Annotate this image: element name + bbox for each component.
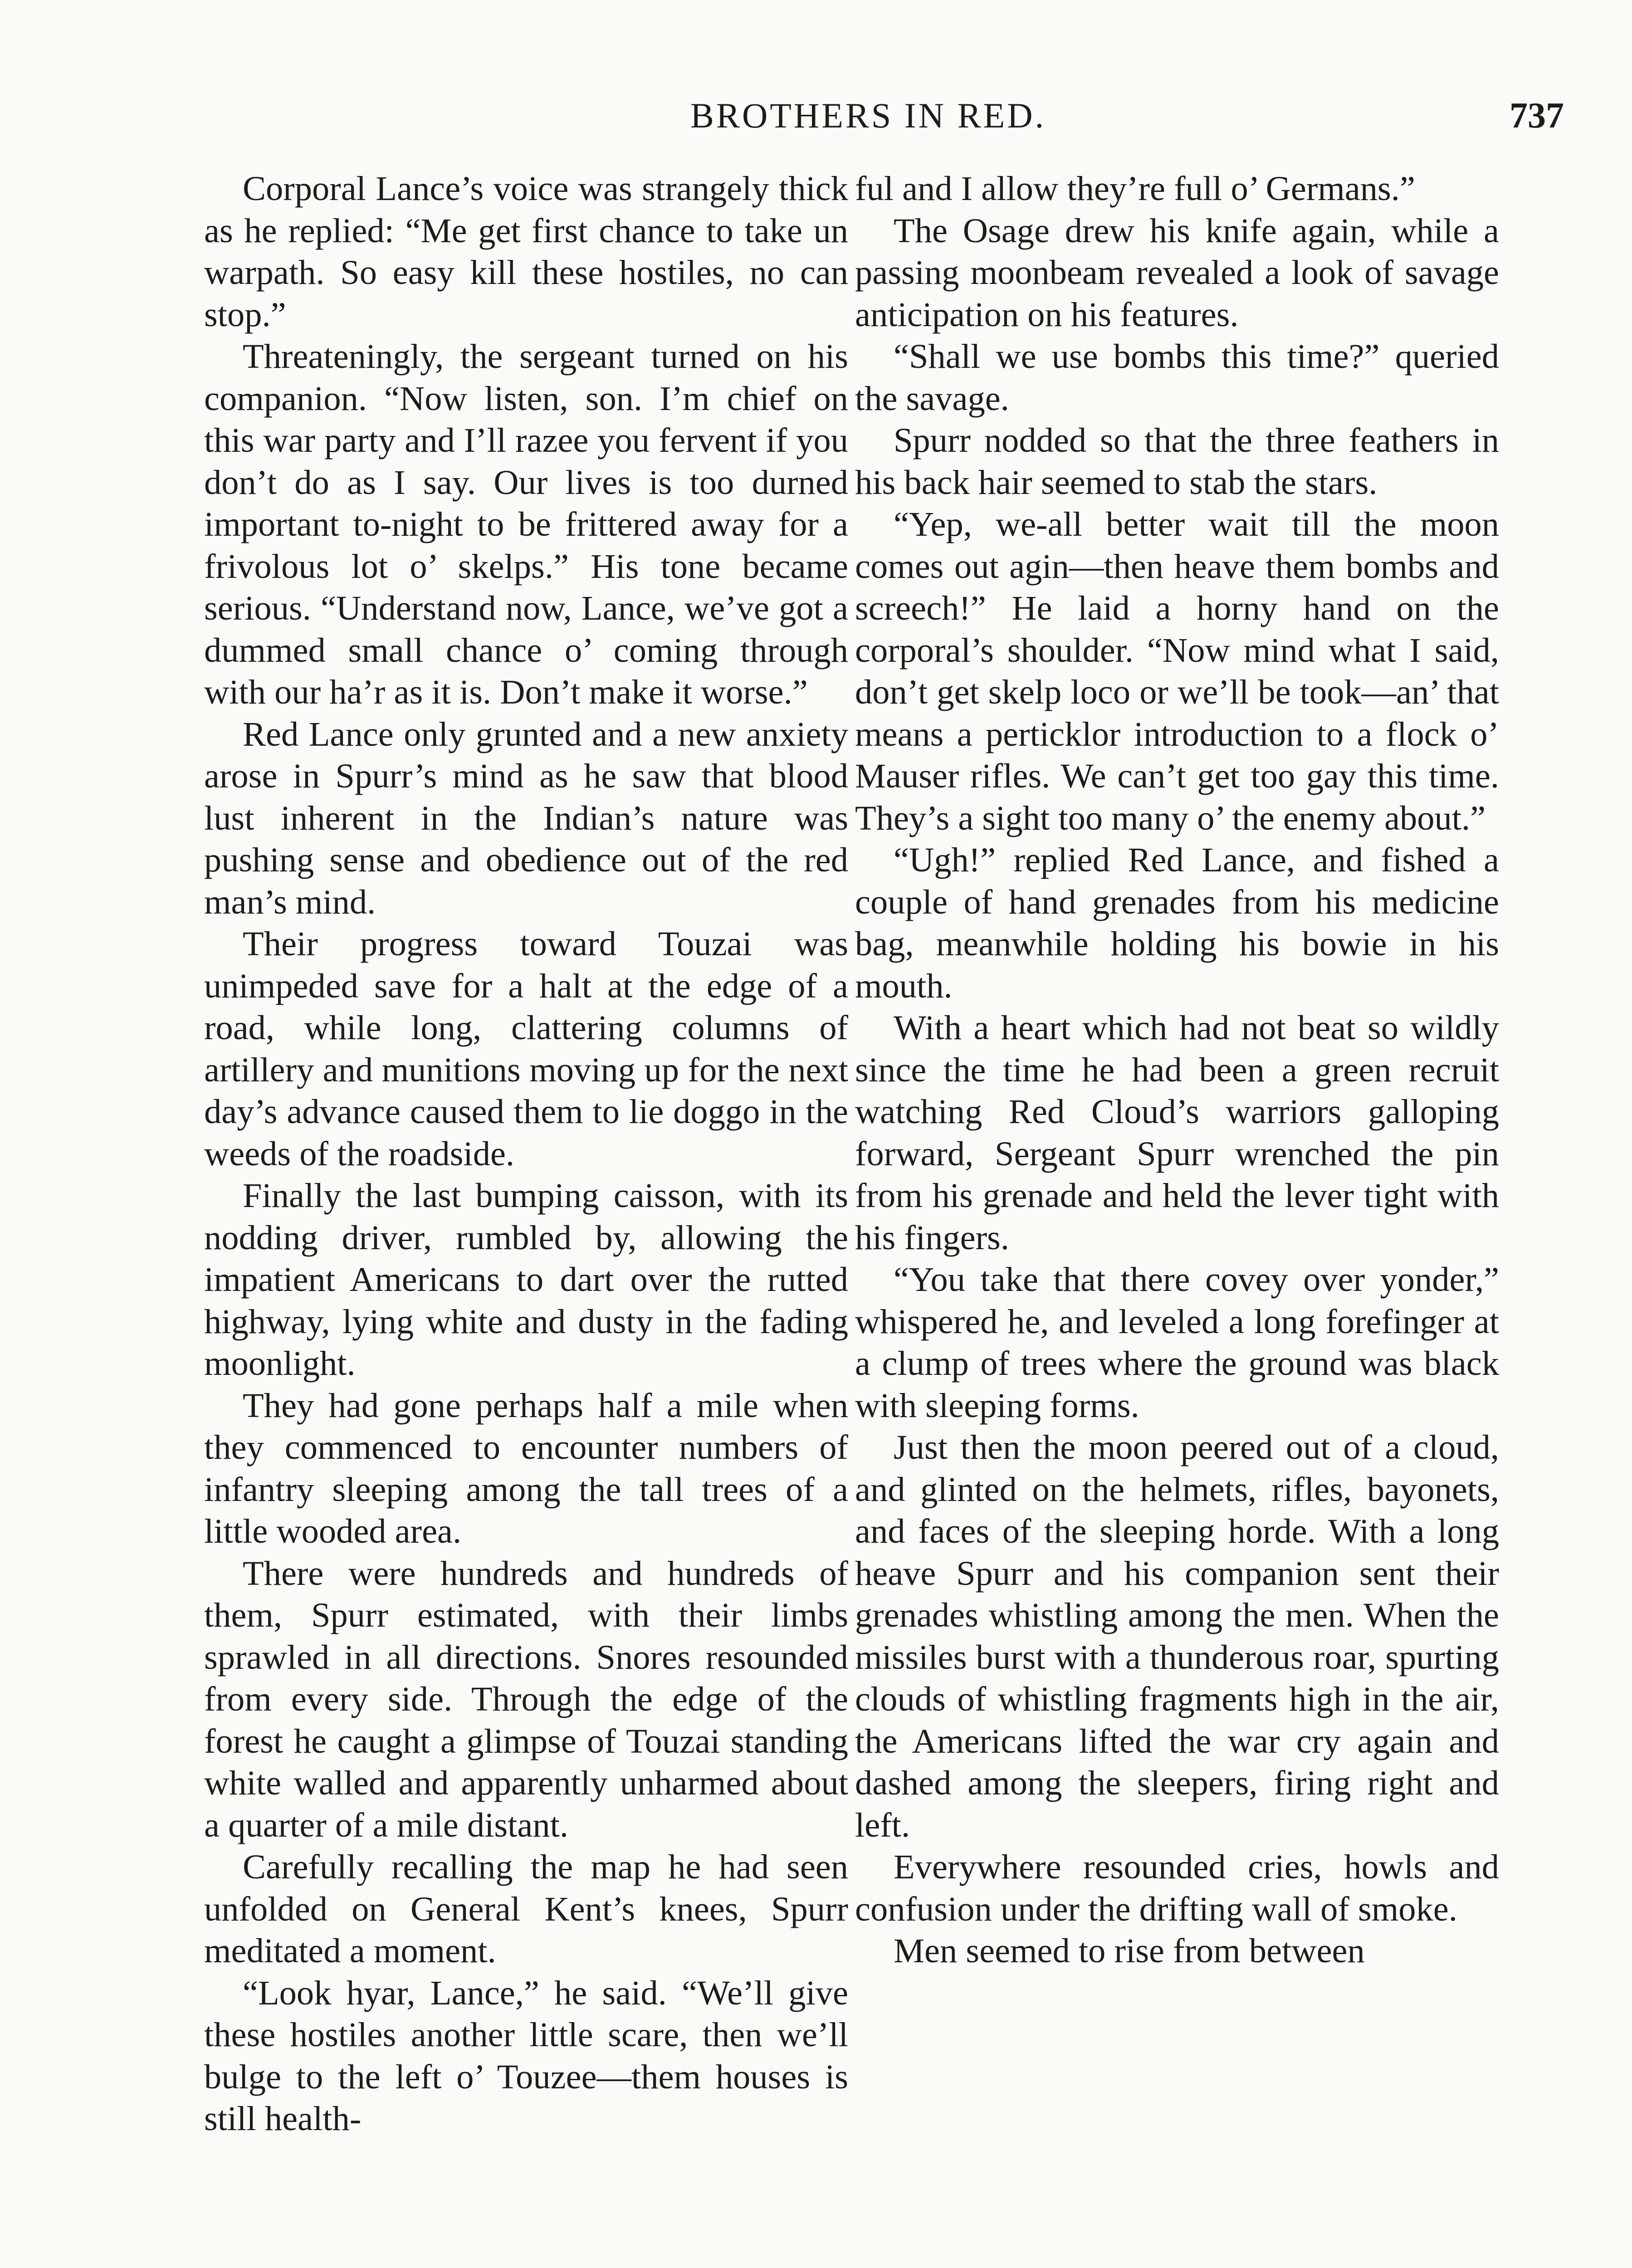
page-header — [172, 95, 1564, 145]
paragraph: Everywhere resounded cries, howls and confusion under the drifting wall of smoke. — [855, 1848, 1499, 1928]
paragraph: The Osage drew his knife again, while a passing moonbeam revealed a look of savage anticipation on his features. — [855, 211, 1499, 334]
paragraph: They had gone perhaps half a mile when they commenced to encounter numbers of infantry sleeping among the tall trees of a little wooded area. — [204, 1386, 848, 1550]
paragraph: Carefully recalling the map he had seen unfolded on General Kent’s knees, Spurr meditated a moment. — [204, 1848, 848, 1970]
left-column — [204, 168, 848, 2140]
paragraph: With a heart which had not beat so wildly since the time he had been a green recruit watching Red Cloud’s warriors galloping forward, Sergeant Spurr wrenched the pin from his grenade and held the lever tight with his fingers. — [855, 1008, 1499, 1257]
paragraph: “Ugh!” replied Red Lance, and fished a couple of hand grenades from his medicine bag, meanwhile holding his bowie in his mouth. — [855, 841, 1499, 1005]
right-column — [855, 168, 1499, 1972]
paragraph: “Shall we use bombs this time?” queried the savage. — [855, 337, 1499, 418]
paragraph: Just then the moon peered out of a cloud, and glinted on the helmets, rifles, bayonets, and faces of the sleeping horde. With a long heave Spurr and his companion sent their grenades whistling among the men. When the missiles burst with a thunderous roar, spurting clouds of whistling fragments high in the air, the Americans lifted the war cry again and dashed among the sleepers, firing right and left. — [855, 1428, 1499, 1844]
paragraph: Finally the last bumping caisson, with its nodding driver, rumbled by, allowing the impatient Americans to dart over the rutted highway, lying white and dusty in the fading moonlight. — [204, 1176, 848, 1383]
paragraph: Threateningly, the sergeant turned on his companion. “Now listen, son. I’m chief on this war party and I’ll razee you fervent if you don’t do as I say. Our lives is too durned important to-night to be frittered away for a frivolous lot o’ skelps.” His tone became serious. “Understand now, Lance, we’ve got a dummed small chance o’ coming through with our ha’r as it is. Don’t make it worse.” — [204, 337, 848, 711]
paragraph: Men seemed to rise from between — [894, 1931, 1365, 1970]
paragraph: Their progress toward Touzai was unimpeded save for a halt at the edge of a road, while long, clattering columns of artillery and munitions moving up for the next day’s advance caused them to lie doggo in the weeds of the roadside. — [204, 924, 848, 1173]
page-number: 737 — [1510, 96, 1564, 136]
paragraph: There were hundreds and hundreds of them, Spurr estimated, with their limbs sprawled in all directions. Snores resounded from every side. Through the edge of the forest he caught a glimpse of Touzai standing white walled and apparently unharmed about a quarter of a mile distant. — [204, 1554, 848, 1844]
paragraph: Spurr nodded so that the three feathers in his back hair seemed to stab the stars. — [855, 421, 1499, 502]
paragraph: “Yep, we-all better wait till the moon comes out agin—then heave them bombs and screech!” He laid a horny hand on the corporal’s shoulder. “Now mind what I said, don’t get skelp loco or we’ll be took—an’ that means a perticklor introduction to a flock o’ Mauser rifles. We can’t get too gay this time. They’s a sight too many o’ the enemy about.” — [855, 505, 1499, 837]
paragraph: “Look hyar, Lance,” he said. “We’ll give these hostiles another little scare, then we’ll bulge to the left o’ Touzee—them houses is still health- — [204, 1973, 848, 2138]
running-head: BROTHERS IN RED. — [690, 96, 1046, 135]
paragraph: “You take that there covey over yonder,” whispered he, and leveled a long forefinger at a clump of trees where the ground was black with sleeping forms. — [855, 1260, 1499, 1425]
paragraph: Red Lance only grunted and a new anxiety arose in Spurr’s mind as he saw that blood lust inherent in the Indian’s nature was pushing sense and obedience out of the red man’s mind. — [204, 714, 848, 921]
paragraph: Corporal Lance’s voice was strangely thick as he replied: “Me get first chance to take un warpath. So easy kill these hostiles, no can stop.” — [204, 169, 848, 334]
paragraph: ful and I allow they’re full o’ Germans.” — [855, 169, 1415, 208]
